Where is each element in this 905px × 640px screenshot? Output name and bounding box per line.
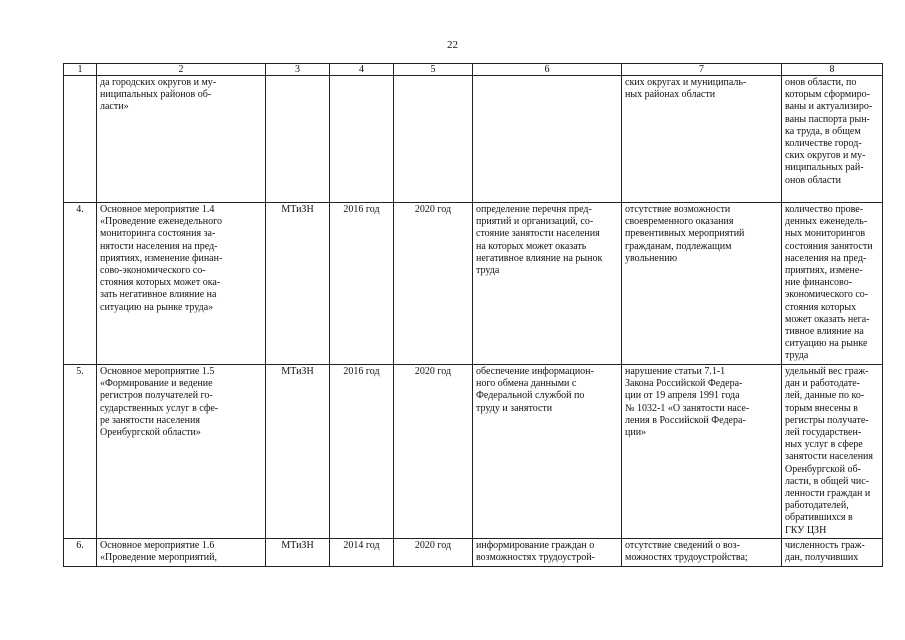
non-implementation-consequences: ских округах и муниципаль- ных районах области [622, 76, 782, 203]
activity-name: да городских округов и му- ниципальных районов об- ласти» [97, 76, 266, 203]
indicator: количество прове- денных еженедель- ных мониторингов состояния занятости населения на пред- приятиях, измене- ние финансово- экономического со- стояния которых может оказать нега- тивное влияние на ситуацию на рынке труда [782, 203, 883, 365]
end-year: 2020 год [394, 365, 473, 539]
header-col-2: 2 [97, 64, 266, 76]
activity-name: Основное мероприятие 1.4 «Проведение еженедельного мониторинга состояния за- нятости населения на пред- приятиях, изменение финан- сово-экономического со- стояния которых может ока- зать негативное влияние на ситуацию на рынке труда» [97, 203, 266, 365]
start-year: 2014 год [330, 539, 394, 567]
program-activities-table [63, 63, 883, 567]
expected-result: информирование граждан о возможностях трудоустрой- [473, 539, 622, 567]
activity-name: Основное мероприятие 1.5 «Формирование и ведение регистров получателей го- сударственных услуг в сфе- ре занятости населения Оренбургской области» [97, 365, 266, 539]
header-col-4: 4 [330, 64, 394, 76]
non-implementation-consequences: отсутствие возможности своевременного оказания превентивных мероприятий гражданам, подлежащим увольнению [622, 203, 782, 365]
row-number [64, 76, 97, 203]
expected-result: обеспечение информацион- ного обмена данными с Федеральной службой по труду и занятости [473, 365, 622, 539]
table-row [64, 365, 883, 539]
header-col-8: 8 [782, 64, 883, 76]
table-row [64, 539, 883, 567]
table-row [64, 203, 883, 365]
executor: МТиЗН [266, 539, 330, 567]
end-year: 2020 год [394, 539, 473, 567]
non-implementation-consequences: отсутствие сведений о воз- можностях трудоустройства; [622, 539, 782, 567]
indicator: удельный вес граж- дан и работодате- лей, данные по ко- торым внесены в регистры получате- лей государствен- ных услуг в сфере занятости населения Оренбургской об- ласти, в общей чис- ленности граждан и работодателей, обратившихся в ГКУ ЦЗН [782, 365, 883, 539]
header-col-7: 7 [622, 64, 782, 76]
table-row [64, 76, 883, 203]
header-row [64, 64, 883, 76]
header-col-5: 5 [394, 64, 473, 76]
end-year: 2020 год [394, 203, 473, 365]
end-year [394, 76, 473, 203]
header-col-6: 6 [473, 64, 622, 76]
executor: МТиЗН [266, 203, 330, 365]
start-year [330, 76, 394, 203]
row-number: 4. [64, 203, 97, 365]
header-col-1: 1 [64, 64, 97, 76]
activity-name: Основное мероприятие 1.6 «Проведение мероприятий, [97, 539, 266, 567]
indicator: численность граж- дан, получивших [782, 539, 883, 567]
expected-result [473, 76, 622, 203]
executor: МТиЗН [266, 365, 330, 539]
indicator: онов области, по которым сформиро- ваны и актуализиро- ваны паспорта рын- ка труда, в общем количестве город- ских округов и му- ниципальных рай- онов области [782, 76, 883, 203]
non-implementation-consequences: нарушение статьи 7.1-1 Закона Российской Федера- ции от 19 апреля 1991 года № 1032-1 «О занятости насе- ления в Российской Федера- ции» [622, 365, 782, 539]
start-year: 2016 год [330, 203, 394, 365]
header-col-3: 3 [266, 64, 330, 76]
page-number: 22 [447, 39, 458, 51]
executor [266, 76, 330, 203]
expected-result: определение перечня пред- приятий и организаций, со- стояние занятости населения на которых может оказать негативное влияние на рынок труда [473, 203, 622, 365]
start-year: 2016 год [330, 365, 394, 539]
row-number: 5. [64, 365, 97, 539]
row-number: 6. [64, 539, 97, 567]
